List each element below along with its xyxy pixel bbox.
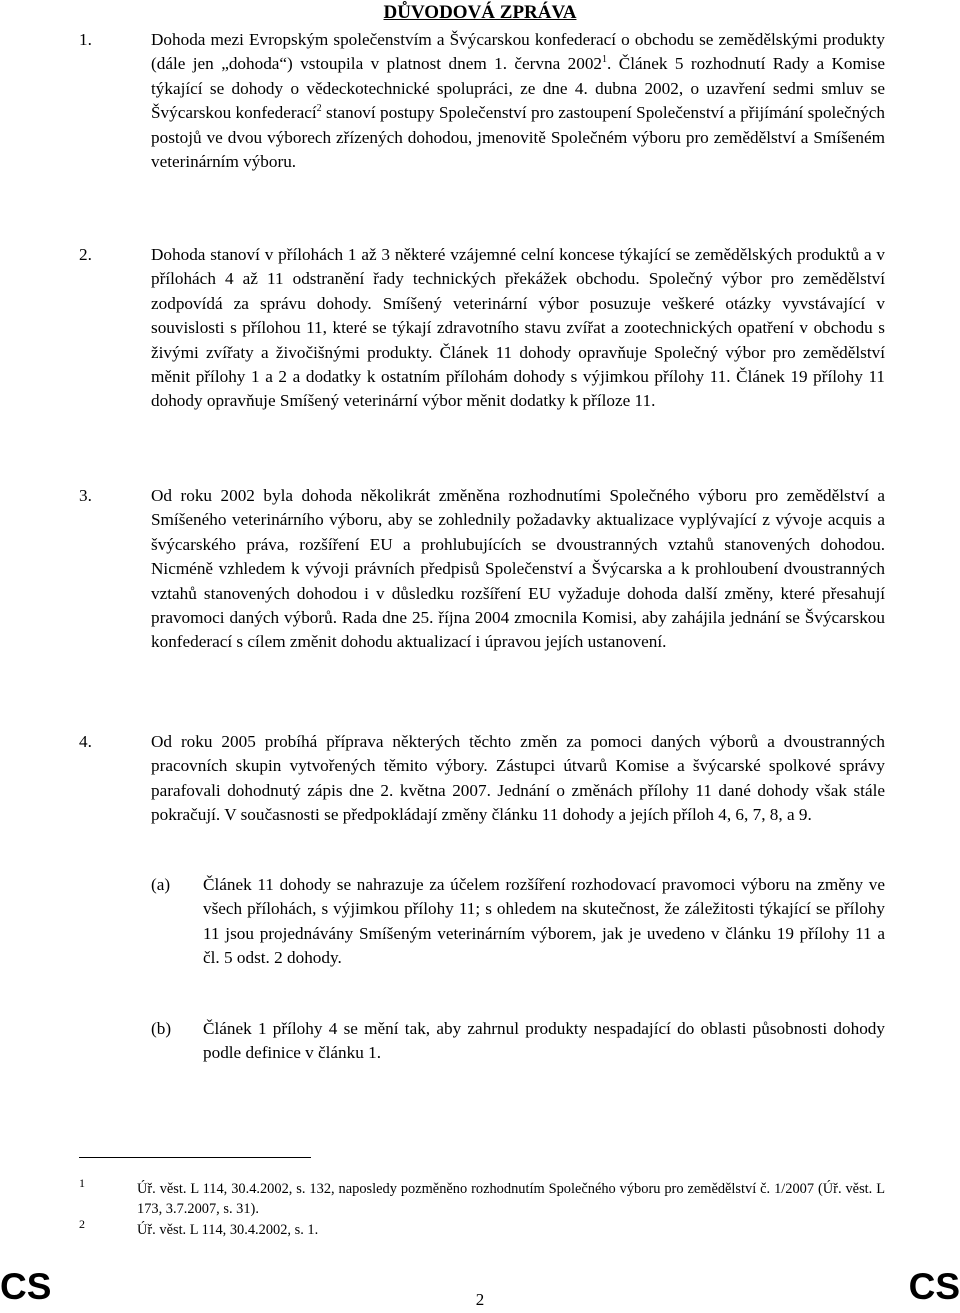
subpoint-label: (a) [151, 875, 171, 894]
footnote-text: Úř. věst. L 114, 30.4.2002, s. 132, naposledy pozměněno rozhodnutím Společného výboru pro zemědělství č. 1/2007 (Úř. věst. L 173, 3.7.2007, s. 31). [137, 1181, 885, 1217]
footnote-ref-2[interactable]: 2 [316, 103, 322, 115]
paragraph-2 [79, 243, 885, 414]
footnote-1 [79, 1176, 885, 1219]
footnote-number: 2 [79, 1217, 85, 1231]
footnote-ref-1[interactable]: 1 [602, 54, 608, 66]
paragraph-number: 1. [79, 30, 92, 49]
subpoint-label: (b) [151, 1019, 172, 1038]
footnote-separator [79, 1157, 311, 1158]
footnote-2 [79, 1217, 885, 1240]
paragraph-1 [79, 28, 885, 174]
paragraph-text: Od roku 2005 probíhá příprava některých těchto změn za pomoci daných výborů a dvoustranných pracovních skupin vytvořených těmito výbory. Zástupci útvarů Komise a švýcarské spolkové správy parafovali dohodnutý zápis dne 2. května 2007. Jednání o změnách přílohy 11 dané dohody však stále pokračují. V současnosti se předpokládají změny článku 11 dohody a jejích příloh 4, 6, 7, 8, a 9. [151, 732, 885, 825]
paragraph-number: 4. [79, 732, 92, 751]
language-code-right: CS [908, 1266, 960, 1307]
footnote-text: Úř. věst. L 114, 30.4.2002, s. 1. [137, 1222, 319, 1238]
subpoint-text: Článek 11 dohody se nahrazuje za účelem rozšíření rozhodovací pravomoci výboru na změny ve všech přílohách, s výjimkou přílohy 11; s ohledem na skutečnost, že záležitosti týkající se přílohy 11 jsou projednávány Smíšeným veterinárním výborem, jak je uvedeno v článku 19 přílohy 11 a čl. 5 odst. 2 dohody. [203, 875, 885, 968]
paragraph-text: Dohoda stanoví v přílohách 1 až 3 některé vzájemné celní koncese týkající se zemědělských produktů a v přílohách 4 až 11 odstranění řady technických překážek obchodu. Společný výbor pro zemědělství zodpovídá za správu dohody. Smíšený veterinární výbor posuzuje veškeré otázky vyvstávající v souvislosti s přílohou 11, které se týkají zdravotního stavu zvířat a zootechnických opatření v obchodu s živými zvířaty a živočišnými produkty. Článek 11 dohody opravňuje Společný výbor pro zemědělství měnit přílohy 1 a 2 a dodatky k ostatním přílohám dohody s výjimkou přílohy 11. Článek 19 přílohy 11 dohody opravňuje Smíšený veterinární výbor měnit dodatky k příloze 11. [151, 245, 885, 411]
paragraph-text [151, 28, 885, 174]
paragraph-number: 3. [79, 486, 92, 505]
subpoint-text: Článek 1 přílohy 4 se mění tak, aby zahrnul produkty nespadající do oblasti působnosti dohody podle definice v článku 1. [203, 1019, 885, 1063]
paragraph-3 [79, 484, 885, 655]
page-number: 2 [475, 1290, 485, 1309]
paragraph-4 [79, 730, 885, 828]
paragraph-text-part: . Článek 5 rozhodnutí Rady a Komise týkající se dohody o vědeckotechnické spolupráci, ze dne 4. dubna 2002, o uzavření sedmi smluv se Švýcarskou konfederací [151, 54, 885, 123]
paragraph-text-part: Dohoda mezi Evropským společenstvím a Švýcarskou konfederací o obchodu se zemědělskými produkty (dále jen „dohoda“) vstoupila v platnost dnem 1. června 2002 [151, 30, 885, 74]
subpoint-a [151, 873, 885, 971]
language-code-left: CS [0, 1266, 52, 1307]
paragraph-number: 2. [79, 245, 92, 264]
paragraph-text-part: stanoví postupy Společenství pro zastoupení Společenství a přijímání společných postojů ve dvou výborech zřízených dohodou, jmenovitě Společném výboru pro zemědělství a Smíšeném veterinárním výboru. [151, 103, 885, 172]
footnote-number: 1 [79, 1176, 85, 1190]
subpoint-b [151, 1017, 885, 1066]
paragraph-text: Od roku 2002 byla dohoda několikrát změněna rozhodnutími Společného výboru pro zemědělství a Smíšeného veterinárního výboru, aby se zohlednily požadavky aktualizace vyplývající z vývoje acquis a švýcarského práva, rozšíření EU a prohlubujících se dvoustranných vztahů stanovených dohodou. Nicméně vzhledem k vývoji právních předpisů Společenství a Švýcarska a k prohloubení dvoustranných vztahů stanovených dohodou i v důsledku rozšíření EU vyžaduje dohoda další změny, které přesahují pravomoci daných výborů. Rada dne 25. října 2004 zmocnila Komisi, aby zahájila jednání se Švýcarskou konfederací s cílem změnit dohodu aktualizací i úpravou jejích ustanovení. [151, 486, 885, 652]
document-title: DŮVODOVÁ ZPRÁVA [383, 2, 577, 23]
